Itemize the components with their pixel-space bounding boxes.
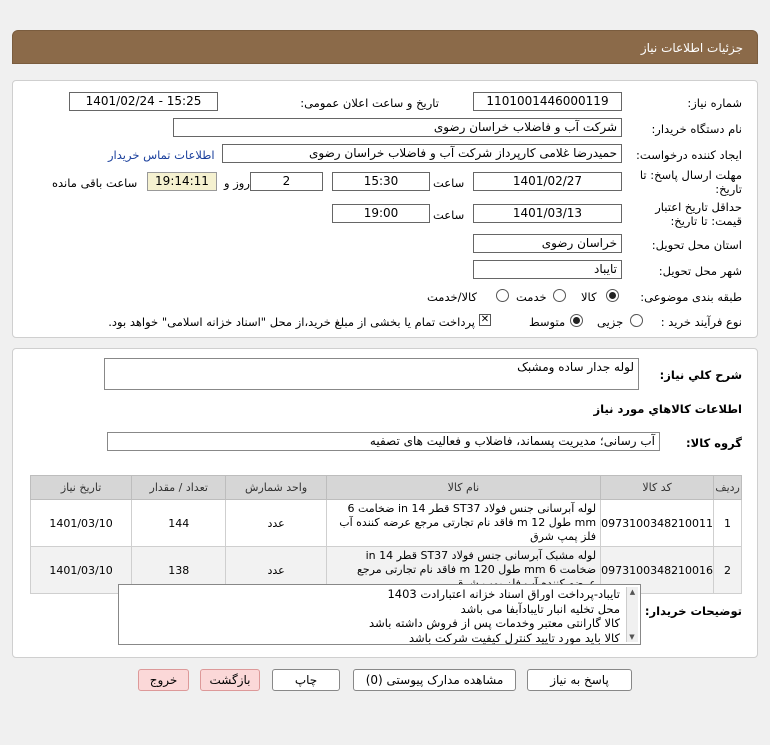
row-date: 1401/03/10 <box>31 547 132 594</box>
row-unit: عدد <box>226 547 326 594</box>
days-field[interactable]: 2 <box>250 172 323 191</box>
col-name-header: نام کالا <box>326 476 600 500</box>
col-unit-header: واحد شمارش <box>226 476 326 500</box>
process-label: نوع فرآیند خرید : <box>660 315 742 329</box>
creator-label: ایجاد کننده درخواست: <box>636 148 742 162</box>
exit-button[interactable]: خروج <box>138 669 189 691</box>
row-index: 1 <box>714 500 742 547</box>
validity-label-2: قیمت: تا تاریخ: <box>670 214 742 228</box>
col-date-header: تاریخ نیاز <box>31 476 132 500</box>
need-number-field[interactable]: 1101001446000119 <box>473 92 622 111</box>
notes-line: تایباد-پرداخت اوراق اسناد خزانه اعتبارادت 1403 <box>387 587 620 601</box>
table-header-row <box>31 476 742 500</box>
deadline-time-field[interactable]: 15:30 <box>332 172 430 191</box>
description-label: شرح کلي نياز: <box>659 368 742 382</box>
validity-date-field[interactable]: 1401/03/13 <box>473 204 622 223</box>
buyer-label: نام دستگاه خریدار: <box>651 122 742 136</box>
goods-table <box>30 475 742 594</box>
deadline-label-2: تاریخ: <box>715 182 742 196</box>
treasury-note: پرداخت تمام یا بخشی از مبلغ خرید،از محل "اسناد خزانه اسلامی" خواهد بود. <box>108 315 475 329</box>
contact-buyer-link[interactable]: اطلاعات تماس خریدار <box>108 148 215 162</box>
notes-line: محل تخلیه انبار تایبادآبفا می باشد <box>460 601 620 616</box>
need-number-label: شماره نیاز: <box>687 96 742 110</box>
announce-field[interactable]: 1401/02/24 - 15:25 <box>69 92 218 111</box>
goods-section-title: اطلاعات کالاهاي مورد نياز <box>593 402 742 416</box>
row-code: 0973100348210011 <box>601 500 714 547</box>
city-field[interactable]: تایباد <box>473 260 622 279</box>
row-unit: عدد <box>226 500 326 547</box>
validity-time-label: ساعت <box>433 208 465 222</box>
creator-field[interactable]: حمیدرضا غلامی کارپرداز شرکت آب و فاضلاب خراسان رضوی <box>222 144 622 163</box>
col-qty-header: تعداد / مقدار <box>132 476 226 500</box>
category-radio-goods[interactable] <box>606 289 619 302</box>
process-minor-label: جزیی <box>597 315 624 329</box>
goods-group-field[interactable]: آب رسانی؛ مدیریت پسماند، فاضلاب و فعالیت های تصفیه <box>107 432 660 451</box>
province-label: استان محل تحویل: <box>651 238 742 252</box>
city-label: شهر محل تحویل: <box>658 264 742 278</box>
row-qty: 144 <box>132 500 226 547</box>
buyer-notes-box[interactable] <box>118 584 641 645</box>
category-label: طبقه بندی موضوعی: <box>640 290 742 304</box>
view-documents-button[interactable]: مشاهده مدارک پیوستی (0) <box>353 669 516 691</box>
remaining-time-field: 19:14:11 <box>147 172 217 191</box>
row-name: لوله مشبک آبرسانی جنس فولاد ST37 قطر 14 in ضخامت 6 mm طول 120 m فاقد نام تجارتی مرجع <box>326 547 600 594</box>
reply-button[interactable]: پاسخ به نیاز <box>527 669 632 691</box>
table-row[interactable] <box>31 500 742 547</box>
row-date: 1401/03/10 <box>31 500 132 547</box>
category-radio-service[interactable] <box>553 289 566 302</box>
category-both-label: کالا/خدمت <box>427 290 478 304</box>
description-field[interactable]: لوله جدار ساده ومشبک <box>104 358 639 390</box>
notes-line: کالا باید مورد تایید کنترل کیفیت شرکت باشد <box>408 630 620 645</box>
deadline-date-field[interactable]: 1401/02/27 <box>473 172 622 191</box>
process-radio-minor[interactable] <box>630 314 643 327</box>
row-code: 0973100348210016 <box>601 547 714 594</box>
page-header <box>12 30 758 64</box>
remaining-label: ساعت باقی مانده <box>52 176 138 190</box>
validity-label: حداقل تاریخ اعتبار <box>655 200 742 214</box>
page-title: جزئیات اطلاعات نیاز <box>640 41 743 55</box>
days-label: روز و <box>224 176 250 190</box>
col-code-header: کد کالا <box>601 476 714 500</box>
row-qty: 138 <box>132 547 226 594</box>
category-service-label: خدمت <box>516 290 547 304</box>
province-field[interactable]: خراسان رضوی <box>473 234 622 253</box>
scroll-down-icon[interactable]: ▼ <box>629 633 635 641</box>
process-radio-medium[interactable] <box>570 314 583 327</box>
category-radio-both[interactable] <box>496 289 509 302</box>
scroll-up-icon[interactable]: ▲ <box>629 588 636 596</box>
announce-label: تاریخ و ساعت اعلان عمومی: <box>300 96 439 110</box>
buyer-notes-label: توضیحات خریدار: <box>644 604 742 618</box>
print-button[interactable]: چاپ <box>272 669 340 691</box>
back-button[interactable]: بازگشت <box>200 669 260 691</box>
row-name: لوله آبرسانی جنس فولاد ST37 قطر 14 in ضخامت 6 mm طول 12 m فاقد نام تجارتی مرجع عرضه کننده آب فلز پمپ شرق <box>326 500 600 547</box>
deadline-label: مهلت ارسال پاسخ: تا <box>639 168 742 182</box>
notes-line: کالا گارانتی معتبر وخدمات پس از فروش داشته باشد <box>369 616 620 630</box>
category-goods-label: کالا <box>581 290 597 304</box>
deadline-time-label: ساعت <box>433 176 465 190</box>
buyer-field[interactable]: شرکت آب و فاضلاب خراسان رضوی <box>173 118 622 137</box>
goods-group-label: گروه کالا: <box>686 436 742 450</box>
notes-scrollbar[interactable] <box>626 587 638 642</box>
validity-time-field[interactable]: 19:00 <box>332 204 430 223</box>
process-medium-label: متوسط <box>529 315 566 329</box>
row-index: 2 <box>714 547 742 594</box>
col-row-header: ردیف <box>714 476 742 500</box>
treasury-checkbox[interactable]: ✕ <box>480 314 490 325</box>
